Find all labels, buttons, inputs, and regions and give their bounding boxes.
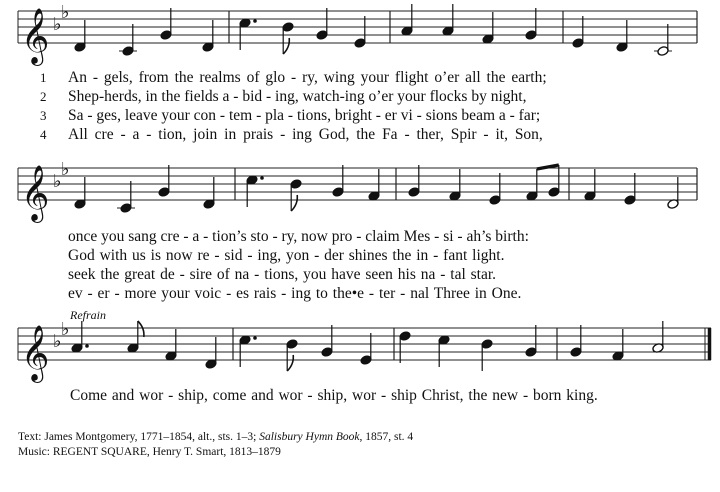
lyric-line: Shep-herds, in the fields a - bid - ing, watch-ing o’er your flocks by night,	[68, 88, 527, 105]
dot	[253, 336, 257, 340]
lyric-line: ev - er - more your voic - es rais - ing to the•e - ter - nal Three in One.	[68, 285, 522, 302]
flat-icon: ♭	[53, 14, 62, 35]
verse-number: 1	[40, 70, 47, 85]
lyric-line: God with us is now re - sid - ing, yon - der shines the in - fant light.	[68, 247, 505, 264]
note-flag	[138, 321, 144, 337]
text-credit-book: Salisbury Hymn Book	[259, 431, 360, 443]
dot	[260, 176, 264, 180]
flat-icon: ♭	[53, 331, 62, 352]
lyric-line: All cre - a - tion, join in prais - ing God, the Fa - ther, Spir - it, Son,	[68, 126, 543, 143]
verse-number: 2	[40, 89, 47, 104]
treble-clef-icon: 𝄞	[21, 8, 50, 64]
lyric-line: seek the great de - sire of na - tions, you have seen his na - tal star.	[68, 266, 497, 283]
music-credit: Music: REGENT SQUARE, Henry T. Smart, 1813–1879	[18, 446, 281, 458]
note-flag	[287, 355, 293, 371]
verse-number: 3	[40, 108, 47, 123]
text-credit-prefix: Text: James Montgomery, 1771–1854, alt., sts. 1–3;	[18, 431, 260, 443]
dot	[85, 344, 89, 348]
dot	[253, 19, 257, 23]
refrain-label: Refrain	[70, 308, 106, 322]
lyric-line: Come and wor - ship, come and wor - ship, wor - ship Christ, the new - born king.	[70, 387, 598, 404]
verse-number: 4	[40, 127, 47, 142]
note-flag	[283, 38, 289, 54]
text-credit-suffix: , 1857, st. 4	[359, 431, 414, 443]
flat-icon: ♭	[53, 171, 62, 192]
flat-icon: ♭	[61, 319, 70, 340]
lyric-line: An - gels, from the realms of glo - ry, wing your flight o’er all the earth;	[68, 69, 547, 86]
note-flag	[291, 195, 297, 211]
flat-icon: ♭	[61, 2, 70, 23]
flat-icon: ♭	[61, 159, 70, 180]
treble-clef-icon: 𝄞	[21, 165, 50, 221]
treble-clef-icon: 𝄞	[21, 325, 50, 381]
lyric-line: Sa - ges, leave your con - tem - pla - tions, bright - er vi - sions beam a - far;	[68, 107, 541, 124]
text-credit	[18, 432, 413, 444]
lyric-line: once you sang cre - a - tion’s sto - ry, now pro - claim Mes - si - ah’s birth:	[68, 228, 529, 245]
